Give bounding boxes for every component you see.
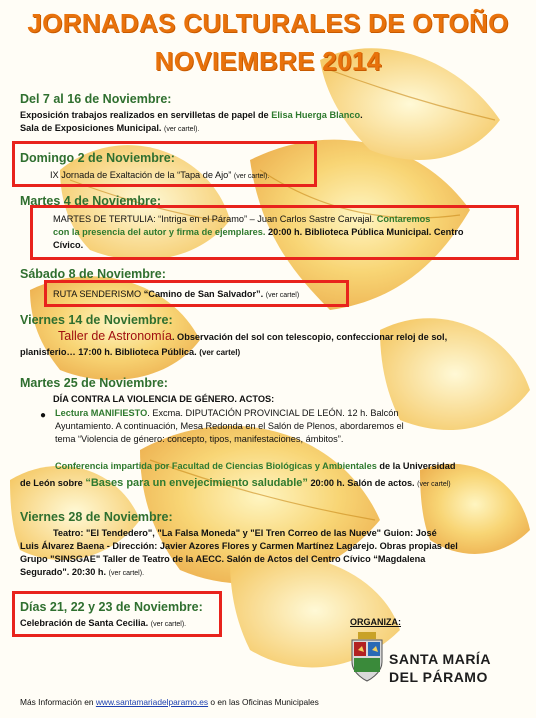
event-description: . Excma. DIPUTACIÓN PROVINCIAL DE LEÓN. 12 h. Balcón (147, 408, 399, 418)
event-text (53, 226, 464, 238)
event-note: Contaremos (376, 214, 431, 224)
organizer-label: ORGANIZA: (350, 617, 401, 627)
see-poster-note: (ver cartel) (417, 481, 451, 488)
website-link[interactable]: www.santamariadelparamo.es (95, 697, 209, 707)
event-title: RUTA SENDERISMO (53, 289, 142, 299)
event-heading: Martes 4 de Noviembre: (20, 194, 162, 208)
event-text (53, 288, 299, 302)
event-text: Grupo "SINSGAE" Taller de Teatro de la AECC. Salón de Actos del Centro Cívico “Magdalena (20, 554, 426, 564)
event-subheading: DÍA CONTRA LA VIOLENCIA DE GÉNERO. ACTOS: (53, 394, 275, 404)
event-venue: 20:00 h. Biblioteca Pública Municipal. Centro (265, 227, 464, 237)
event-heading: Sábado 8 de Noviembre: (20, 267, 166, 281)
town-logo-text (389, 650, 491, 686)
event-description: Celebración de Santa Cecilia. (20, 618, 149, 628)
event-heading: Viernes 14 de Noviembre: (20, 313, 173, 327)
event-text (50, 169, 269, 183)
see-poster-note: (ver cartel) (265, 292, 300, 299)
see-poster-note: (ver cartel). (108, 570, 145, 577)
event-description: “Camino de San Salvador”. (141, 289, 264, 299)
event-text: Luis Álvarez Baena - Dirección: Javier Azores Flores y Carmen Martínez Lagarejo. Obras propias del (20, 541, 458, 551)
event-description: Conferencia impartida por Facultad de Ciencias Biológicas y Ambientales (55, 461, 377, 471)
event-text (20, 109, 363, 121)
coat-of-arms-icon (350, 632, 384, 682)
see-poster-note: (ver cartel). (233, 173, 270, 180)
punctuation: . (360, 110, 363, 120)
event-text: Cívico. (53, 240, 84, 250)
event-description: de León sobre (20, 478, 86, 488)
event-text (20, 477, 451, 491)
event-text (53, 213, 430, 225)
event-time: Segurado". 20:30 h. (20, 567, 107, 577)
event-title: “Bases para un envejecimiento saludable” (85, 477, 308, 489)
poster-title: JORNADAS CULTURALES DE OTOÑO (27, 8, 509, 38)
event-title: Lectura MANIFIESTO (55, 408, 148, 418)
event-text (55, 460, 455, 472)
event-note: con la presencia del autor y firma de ejemplares. (53, 227, 266, 237)
event-description: IX Jornada de Exaltación de la “Tapa de Ajo” (50, 170, 232, 180)
event-text (20, 122, 199, 136)
event-venue: Sala de Exposiciones Municipal. (20, 123, 162, 133)
event-description: . Observación del sol con telescopio, confeccionar reloj de sol, (171, 332, 448, 342)
event-text (55, 407, 515, 420)
footer-info (20, 697, 319, 707)
poster-subtitle: NOVIEMBRE 2014 (154, 46, 382, 76)
footer-text: Más Información en (20, 697, 96, 707)
bullet-icon: ● (40, 410, 47, 421)
event-text: Ayuntamiento. A continuación, Mesa Redonda en el Salón de Plenos, abordaremos el (55, 421, 404, 431)
event-text (20, 346, 240, 359)
event-venue: 20:00 h. Salón de actos. (307, 478, 415, 488)
event-description: Exposición trabajos realizados en servilletas de papel de (20, 110, 272, 120)
town-name-line: DEL PÁRAMO (389, 669, 488, 685)
town-name-line: SANTA MARÍA (389, 651, 491, 667)
event-heading: Días 21, 22 y 23 de Noviembre: (20, 600, 203, 614)
artist-name: Elisa Huerga Blanco (271, 110, 361, 120)
event-text (20, 566, 144, 580)
event-text (20, 617, 186, 631)
event-heading: Domingo 2 de Noviembre: (20, 151, 175, 165)
event-text: Teatro: "El Tendedero", "La Falsa Moneda" y "El Tren Correo de las Nueve" Guion: José (53, 528, 437, 538)
see-poster-note: (ver cartel). (164, 126, 200, 133)
event-heading: Viernes 28 de Noviembre: (20, 510, 173, 524)
see-poster-note: (ver cartel). (150, 621, 187, 628)
event-description: de la Universidad (376, 461, 456, 471)
see-poster-note: (ver cartel) (199, 348, 241, 357)
event-text (20, 330, 447, 343)
event-heading: Martes 25 de Noviembre: (20, 376, 168, 390)
event-text: tema “Violencia de género: concepto, tipos, manifestaciones, ámbitos”. (55, 434, 344, 444)
event-heading: Del 7 al 16 de Noviembre: (20, 92, 172, 106)
footer-text: o en las Oficinas Municipales (208, 697, 319, 707)
event-description: MARTES DE TERTULIA: “Intriga en el Páramo” – Juan Carlos Sastre Carvajal. (53, 214, 377, 224)
event-title: Taller de Astronomía (58, 329, 172, 343)
event-venue: planisferio… 17:00 h. Biblioteca Pública. (20, 347, 197, 357)
